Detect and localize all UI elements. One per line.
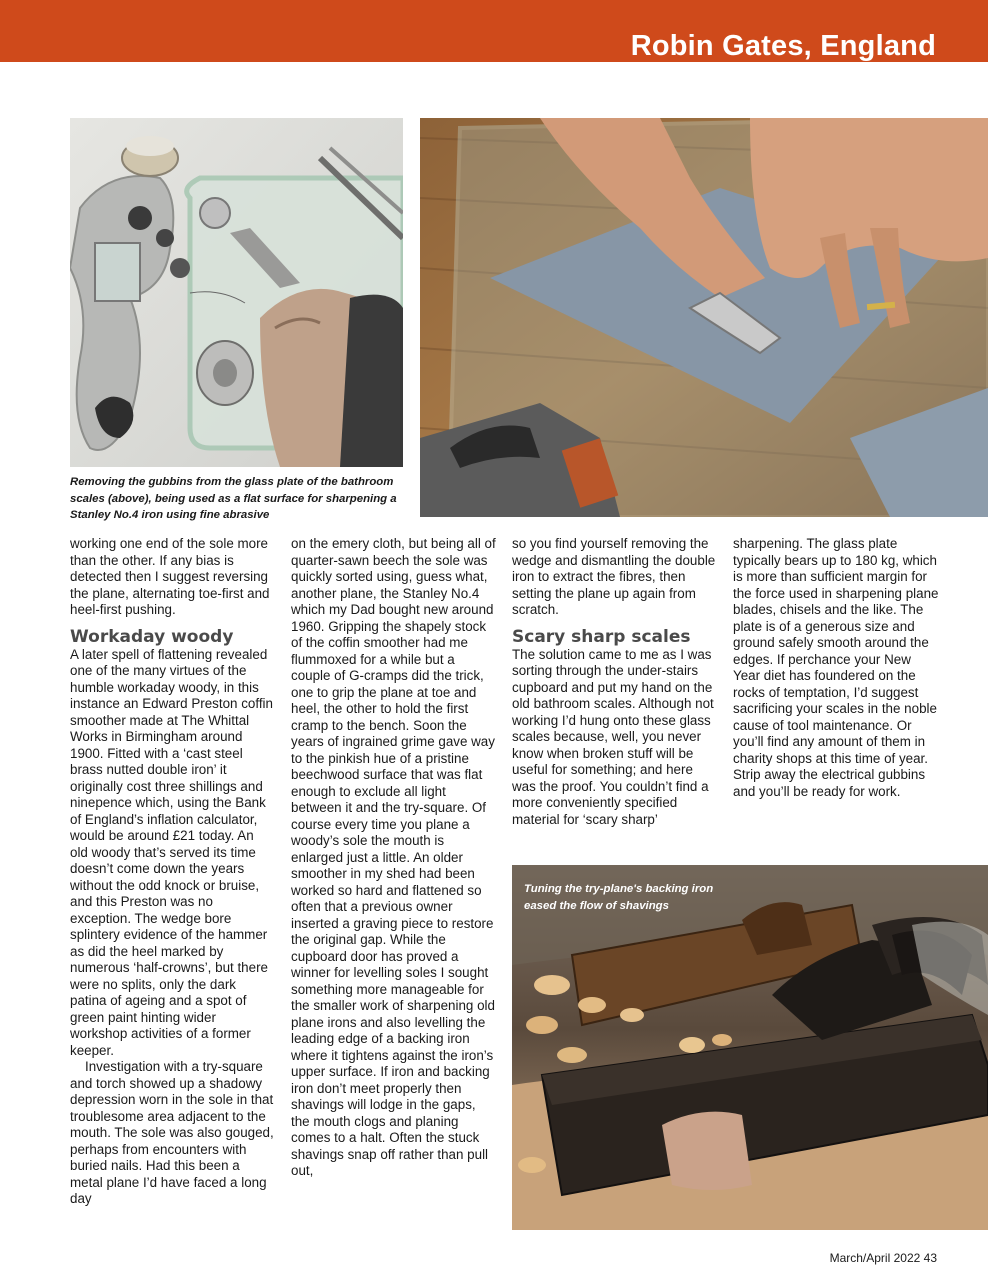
section-heading-workaday-woody: Workaday woody [70,626,234,647]
page-footer [830,1251,937,1265]
caption-scales: Removing the gubbins from the glass plate of the bathroom scales (above), being used as a flat surface for sharpening a Stanley No.4 iron using fine abrasive [70,476,397,521]
article-column-4 [733,536,941,800]
paragraph: sharpening. The glass plate typically bears up to 180 kg, which is more than sufficient margin for the force used in sharpening plane blades, chisels and the like. The plate is of a generous size and ground safely smooth around the edges. If perchance your New Year diet has foundered on the rocks of temptation, I’d suggest sacrificing your scales in the noble cause of tool maintenance. Or you’ll find any amount of them in charity shops at this time of year. Strip away the electrical gubbins and you’ll be ready for work. [733,536,939,799]
paragraph: A later spell of flattening revealed one of the many virtues of the humble workaday woody, in this instance an Edward Preston coffin smoother made at The Whittal Works in Birmingham around 1900. Fitted with a ‘cast steel brass nutted double iron’ it originally cost three shillings and ninepence which, using the Bank of England’s inflation calculator, would be around £21 today. An old woody that’s served its time doesn’t come down the years without the odd knock or bruise, and this Preston was no exception. The wedge bore splintery evidence of the hammer as did the heel marked by numerous ‘half-crowns’, but there were no splits, only the dark patina of ageing and a spot of green paint hinting wider workshop activities of a former keeper. [70,646,273,1058]
header-banner [0,0,988,62]
caption-tryplane: Tuning the try-plane's backing iron eased the flow of shavings [524,883,714,912]
photo-scales [70,118,403,467]
paragraph: Investigation with a try-square and torch showed up a shadowy depression worn in the sole in that troublesome area adjacent to the mouth. The sole was also gouged, perhaps from encounters with buried nails. Had this been a metal plane I’d have faced a long day [70,1059,274,1206]
paragraph: working one end of the sole more than the other. If any bias is detected then I suggest reversing the plane, alternating toe-first and heel-first pushing. [70,536,270,617]
photo-sharpening [420,118,988,517]
paragraph: The solution came to me as I was sorting through the under-stairs cupboard and put my hand on the old bathroom scales. Although not working I’d hung onto these glass scales because, well, you never know when broken stuff will be useful for something; and here was the proof. You couldn’t find a more conveniently specified material for ‘scary sharp’ [512,646,714,827]
article-column-3 [512,536,718,828]
article-column-1 [70,536,275,1208]
issue-date: March/April 2022 [829,1251,921,1265]
banner-title: Robin Gates, England [630,30,936,62]
paragraph: so you find yourself removing the wedge and dismantling the double iron to extract the fibres, then setting the plane up again from scratch. [512,536,716,617]
section-heading-scary-sharp-scales: Scary sharp scales [512,626,691,647]
article-column-2 [291,536,497,1180]
photo-tryplane [512,865,988,1230]
page-number: 43 [923,1251,937,1265]
paragraph: on the emery cloth, but being all of quarter-sawn beech the sole was quickly sorted using, guess what, another plane, the Stanley No.4 which my Dad bought new around 1960. Gripping the shapely stock of the coffin smoother had me flummoxed for a while but a couple of G-cramps did the trick, one to grip the plane at toe and heel, the other to hold the first cramp to the bench. Soon the years of ingrained grime gave way to the pinkish hue of a pristine beechwood surface that was flat enough to exclude all light between it and the try-square. Of course every time you plane a woody’s sole the mouth is enlarged just a little. An older smoother in my shed had been worked so hard and flattened so often that a previous owner inserted a graving piece to restore the original gap. While the cupboard door has proved a winner for levelling soles I sought something more manageable for the smaller work of sharpening old plane irons and also levelling the leading edge of a backing iron where it tightens against the iron’s upper surface. If iron and backing iron don’t meet properly then shavings will lodge in the gaps, the mouth clogs and planing comes to a halt. Often the stuck shavings snap off rather than pull out, [291,536,496,1178]
